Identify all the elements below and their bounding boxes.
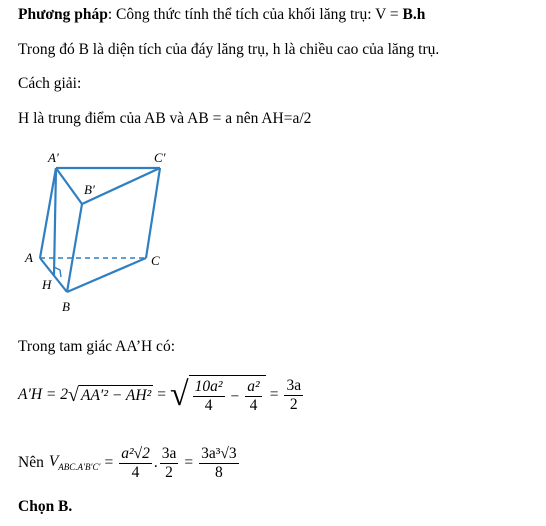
eq2-v-sub: ABC.A′B′C′ <box>58 462 101 473</box>
eq2-frac3-num: 3a³√3 <box>201 444 237 462</box>
label-c: C <box>151 253 160 268</box>
base-height-definition: Trong đó B là diện tích của đáy lăng trụ, h là chiều cao của lăng trụ. <box>18 41 440 58</box>
eq2-frac1-num: a²√2 <box>121 444 150 462</box>
eq2-frac2 <box>160 445 179 482</box>
label-c-prime: C′ <box>154 150 166 165</box>
eq1-lhs: A′H = 2 <box>18 386 69 403</box>
eq1-big-sqrt <box>170 375 266 415</box>
eq2-frac3 <box>199 445 239 482</box>
big-radical-icon: √ <box>169 376 189 413</box>
equation-volume <box>18 440 241 486</box>
eq1-frac1 <box>193 378 225 415</box>
eq2-frac2-num: 3a <box>161 444 177 462</box>
edge-a-prime-b-prime <box>56 168 82 204</box>
label-b: B <box>62 299 70 314</box>
eq2-v: V <box>48 453 59 471</box>
edge-c-c-prime <box>146 168 160 258</box>
method-label: Phương pháp <box>18 6 108 23</box>
eq2-equals: = <box>104 454 114 471</box>
method-text: : Công thức tính thể tích của khối lăng trụ: V = <box>107 6 403 23</box>
edge-b-b-prime <box>67 204 82 292</box>
eq1-equals: = <box>157 386 166 403</box>
label-a: A <box>25 250 33 265</box>
prism-figure <box>20 146 200 316</box>
label-b-prime: B′ <box>84 182 95 197</box>
eq1-frac3 <box>284 377 303 414</box>
eq1-minus: − <box>230 387 240 405</box>
eq1-frac1-den: 4 <box>204 397 213 414</box>
eq2-equals-2: = <box>184 454 194 471</box>
label-a-prime: A′ <box>48 150 59 165</box>
eq1-frac2-den: 4 <box>249 397 258 414</box>
eq2-prefix: Nên <box>18 454 44 471</box>
eq1-frac1-num: 10a² <box>194 378 223 395</box>
solution-heading: Cách giải: <box>18 75 82 92</box>
eq2-frac1 <box>119 445 152 482</box>
radical-icon: √ <box>68 384 79 406</box>
eq1-big-sqrt-inner <box>189 375 266 415</box>
eq1-frac2-num: a² <box>247 378 260 395</box>
method-line <box>18 6 425 24</box>
eq1-equals-2: = <box>269 386 279 403</box>
eq2-volume-symbol <box>49 453 101 472</box>
answer: Chọn B. <box>18 498 73 515</box>
label-h: H <box>42 277 52 292</box>
eq2-dot: . <box>153 454 158 471</box>
eq1-sqrt-content: AA′² − AH² <box>81 386 152 404</box>
eq1-sqrt <box>68 385 153 405</box>
midpoint-statement: H là trung điểm của AB và AB = a nên AH=a/2 <box>18 110 312 127</box>
eq2-frac1-den: 4 <box>131 463 140 481</box>
method-formula: B.h <box>402 6 426 23</box>
eq1-frac2 <box>245 378 261 415</box>
triangle-statement: Trong tam giác AA’H có: <box>18 338 175 355</box>
eq2-frac2-den: 2 <box>165 463 173 481</box>
eq2-frac3-den: 8 <box>215 463 223 481</box>
height-a-prime-h <box>54 168 56 275</box>
eq1-frac3-num: 3a <box>286 376 302 394</box>
eq1-frac3-den: 2 <box>289 395 298 413</box>
equation-a-prime-h <box>18 372 305 418</box>
edge-b-c <box>67 258 146 292</box>
